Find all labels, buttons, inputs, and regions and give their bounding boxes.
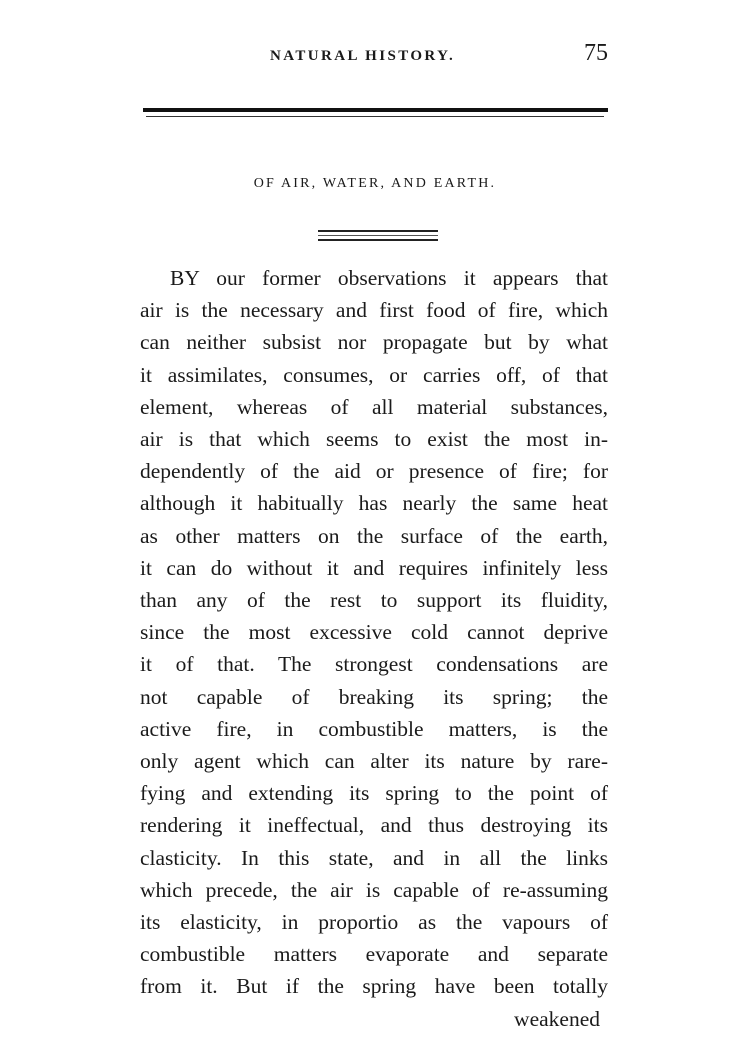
ornament-rule bbox=[318, 235, 438, 236]
text-line: since the most excessive cold cannot deprive bbox=[140, 620, 608, 645]
text-line: only agent which can alter its nature by rare- bbox=[140, 749, 608, 774]
text-line: dependently of the aid or presence of fire; for bbox=[140, 459, 608, 484]
text-line: can neither subsist nor propagate but by what bbox=[140, 330, 608, 355]
text-line: fying and extending its spring to the point of bbox=[140, 781, 608, 806]
text-line: than any of the rest to support its fluidity, bbox=[140, 588, 608, 613]
catchword: weakened bbox=[514, 1006, 600, 1031]
section-title: OF AIR, WATER, AND EARTH. bbox=[253, 176, 497, 191]
running-title: NATURAL HISTORY. bbox=[270, 48, 456, 64]
text-line: its elasticity, in proportio as the vapours of bbox=[140, 910, 608, 935]
body-text bbox=[140, 262, 608, 1035]
text-line: not capable of breaking its spring; the bbox=[140, 684, 608, 709]
text-line: combustible matters evaporate and separate bbox=[140, 942, 608, 967]
text-line: although it habitually has nearly the same heat bbox=[140, 491, 608, 516]
text-line: rendering it ineffectual, and thus destroying its bbox=[140, 813, 608, 838]
text-line: element, whereas of all material substances, bbox=[140, 394, 608, 419]
text-line: air is the necessary and first food of fire, which bbox=[140, 298, 608, 323]
text-line: as other matters on the surface of the earth, bbox=[140, 523, 608, 548]
text-line: it assimilates, consumes, or carries off, of that bbox=[140, 362, 608, 387]
text-line: air is that which seems to exist the most in- bbox=[140, 427, 608, 452]
running-head bbox=[140, 40, 610, 70]
text-line: clasticity. In this state, and in all the links bbox=[140, 845, 608, 870]
page-number: 75 bbox=[584, 40, 608, 66]
header-rule-thick bbox=[143, 108, 608, 112]
text-line: active fire, in combustible matters, is the bbox=[140, 716, 608, 741]
text-line: which precede, the air is capable of re-assuming bbox=[140, 877, 608, 902]
text-line: it can do without it and requires infinitely less bbox=[140, 555, 608, 580]
header-rule-thin bbox=[146, 116, 604, 117]
text-line: from it. But if the spring have been totally bbox=[140, 974, 608, 999]
ornament-rule bbox=[318, 239, 438, 241]
text-line: it of that. The strongest condensations are bbox=[140, 652, 608, 677]
text-line: BY our former observations it appears that bbox=[170, 266, 608, 290]
ornament-rule bbox=[318, 230, 438, 232]
